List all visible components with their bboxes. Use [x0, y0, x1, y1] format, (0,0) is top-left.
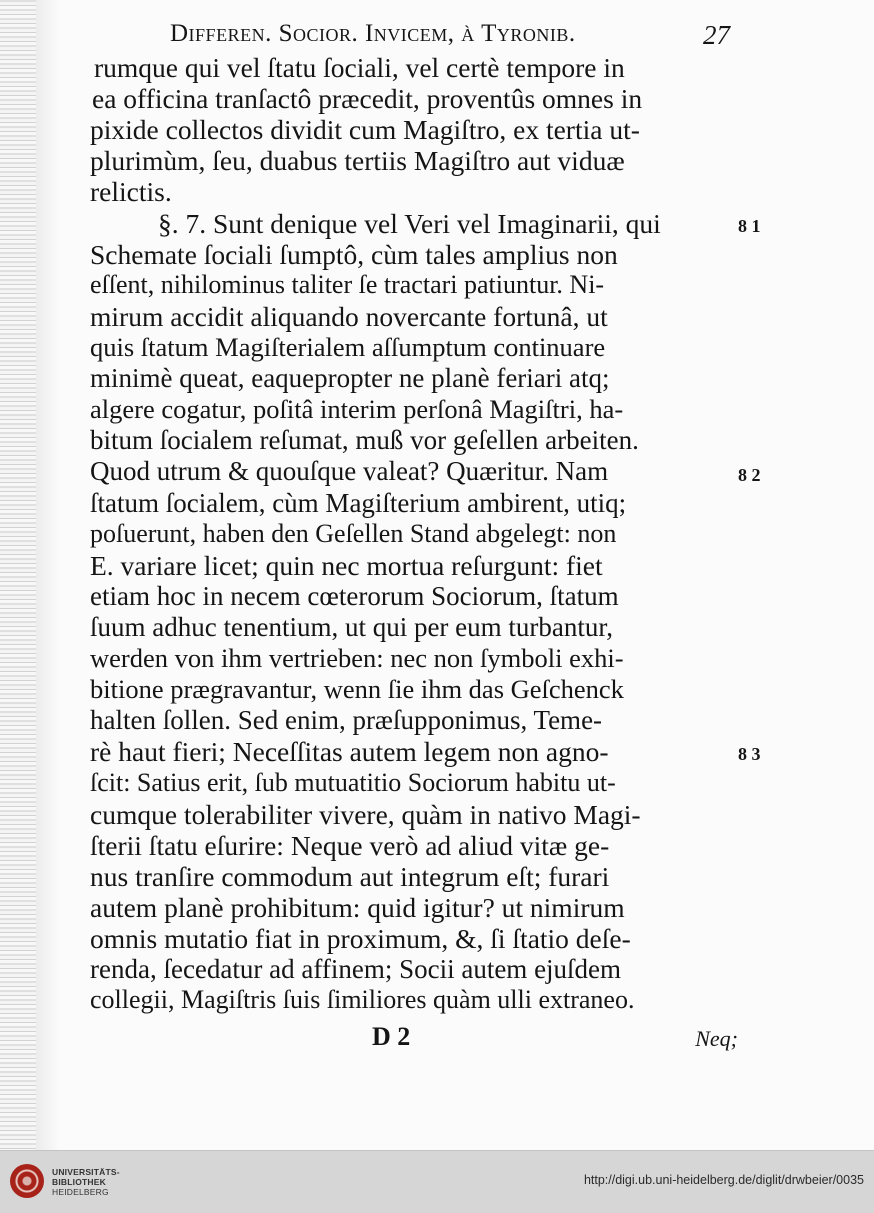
library-logo[interactable] [10, 1161, 120, 1203]
text-line: cumque tolerabiliter vivere, quàm in nativo Magi- [90, 799, 641, 830]
page-number: 27 [703, 20, 730, 50]
logo-line: HEIDELBERG [52, 1187, 109, 1197]
text-line: §. 7. Sunt denique vel Veri vel Imaginarii, qui [158, 208, 661, 239]
logo-line: BIBLIOTHEK [52, 1177, 106, 1187]
text-line: werden von ihm vertrieben: nec non ſymboli exhi- [90, 643, 624, 673]
text-line: ſuum adhuc tenentium, ut qui per eum turbantur, [90, 612, 614, 642]
text-line: minimè queat, eaquepropter ne planè feriari atq; [90, 363, 610, 393]
text-line: rè haut fieri; Neceſſitas autem legem non agno- [90, 736, 609, 767]
text-line: pixide collectos dividit cum Magiſtro, ex tertia ut- [90, 114, 640, 145]
text-line: bitum ſocialem reſumat, muß vor geſellen arbeiten. [90, 425, 639, 455]
page-header [170, 18, 730, 52]
text-line: collegii, Magiſtris ſuis ſimiliores quàm ulli extraneo. [90, 985, 635, 1014]
text-line: renda, ſecedatur ad affinem; Socii autem ejuſdem [90, 954, 622, 984]
margin-note: 8 1 [738, 216, 761, 236]
text-line: mirum accidit aliquando novercante fortunâ, ut [90, 301, 608, 332]
text-line: etiam hoc in necem cœterorum Sociorum, ſtatum [90, 581, 619, 611]
catchword: Neq; [695, 1026, 738, 1051]
text-line: ea officina tranſactô præcedit, proventûs omnes in [92, 83, 643, 114]
text-line: relictis. [90, 176, 172, 207]
page-gutter-edge [0, 0, 36, 1150]
text-line: E. variare licet; quin nec mortua reſurgunt: fiet [90, 550, 603, 581]
text-line: eſſent, nihilominus taliter ſe tractari patiuntur. Ni- [90, 270, 605, 299]
signature-mark: D 2 [372, 1022, 411, 1051]
logo-line: UNIVERSITÄTS- [52, 1167, 120, 1177]
text-line: omnis mutatio fiat in proximum, &, ſi ſtatio deſe- [90, 923, 631, 954]
text-line: algere cogatur, poſitâ interim perſonâ Magiſtri, ha- [90, 394, 624, 424]
library-logo-text [52, 1167, 120, 1197]
text-line: bitione prægravantur, wenn ſie ihm das Geſchenck [90, 674, 624, 704]
text-line: plurimùm, ſeu, duabus tertiis Magiſtro aut viduæ [90, 145, 625, 176]
text-line: ſtatum ſocialem, cùm Magiſterium ambirent, utiq; [90, 488, 627, 518]
running-head: Differen. Socior. Invicem, à Tyronib. [170, 20, 576, 47]
text-line: poſuerunt, haben den Geſellen Stand abgelegt: non [90, 519, 617, 548]
page-footer [88, 1022, 738, 1062]
university-seal-icon [10, 1164, 44, 1198]
margin-note: 8 3 [738, 744, 761, 764]
permalink-url[interactable]: http://digi.ub.uni-heidelberg.de/diglit/drwbeier/0035 [583, 1173, 864, 1187]
text-line: halten ſollen. Sed enim, præſupponimus, Teme- [90, 705, 603, 735]
text-line: quis ſtatum Magiſterialem aſſumptum continuare [90, 332, 606, 362]
margin-note: 8 2 [738, 465, 761, 485]
text-line: ſterii ſtatu eſurire: Neque verò ad aliud vitæ ge- [90, 830, 610, 861]
viewer-footer-bar [0, 1150, 874, 1213]
text-line: ſcit: Satius erit, ſub mutuatitio Sociorum habitu ut- [90, 768, 616, 797]
body-text [88, 52, 761, 1014]
text-line: Schemate ſociali ſumptô, cùm tales amplius non [90, 239, 618, 270]
text-line: Quod utrum & quouſque valeat? Quæritur. Nam [90, 456, 609, 486]
text-line: autem planè prohibitum: quid igitur? ut nimirum [90, 892, 625, 923]
text-line: nus tranſire commodum aut integrum eſt; furari [90, 861, 610, 892]
text-line: rumque qui vel ſtatu ſociali, vel certè tempore in [94, 52, 625, 83]
page-gutter-shadow [36, 0, 60, 1150]
